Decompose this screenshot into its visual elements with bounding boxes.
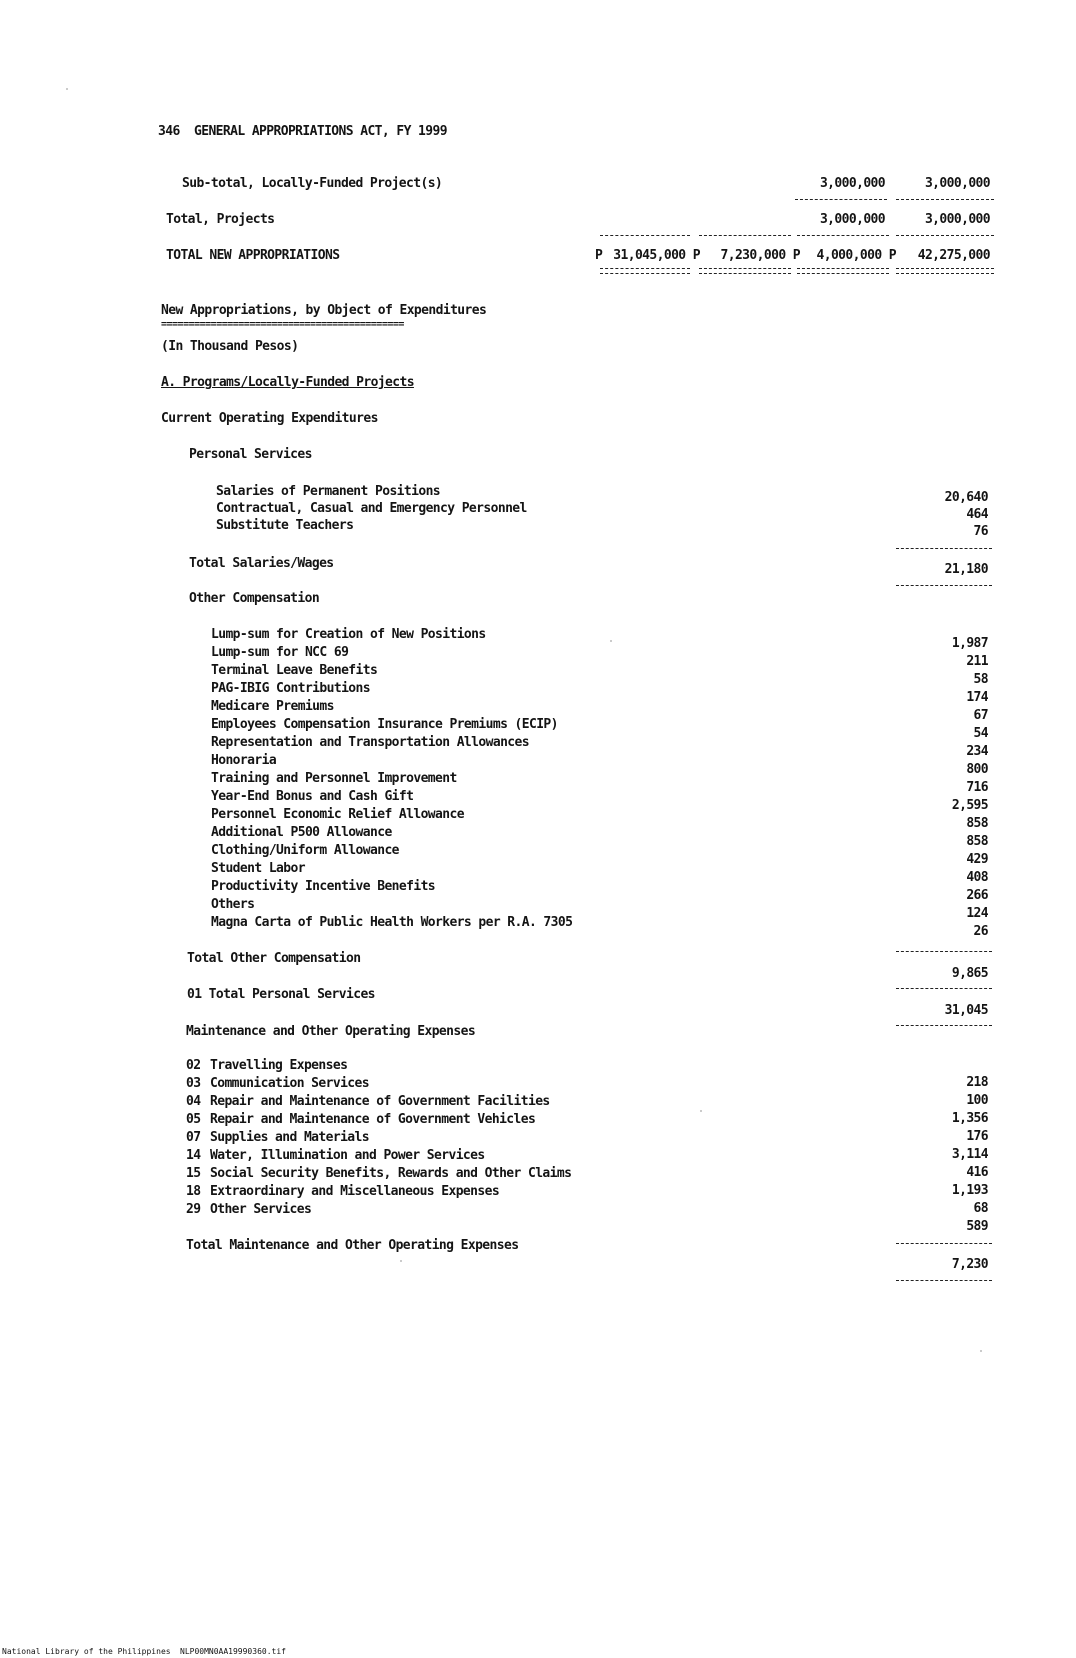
other-comp-item-value: 2,595 [951,798,988,813]
rule [795,199,887,200]
other-comp-item-value: 211 [966,654,988,669]
other-comp-item-label: Clothing/Uniform Allowance [211,843,399,858]
total-mooe-value: 7,230 [951,1257,988,1272]
total-new-mooe: 7,230,000 P [720,248,800,263]
salary-item-value: 76 [973,524,988,539]
rule [896,1025,992,1026]
other-comp-item-label: Year-End Bonus and Cash Gift [211,789,414,804]
total-new-label: TOTAL NEW APPROPRIATIONS [166,248,340,263]
footer-file-id: NLP00MN0AA19990360.tif [180,1647,286,1656]
subtotal-label: Sub-total, Locally-Funded Project(s) [182,176,443,191]
mooe-item-value: 176 [966,1129,988,1144]
personal-services-heading: Personal Services [189,447,312,462]
rule [896,585,992,586]
double-rule [699,268,791,274]
rule [896,1280,992,1281]
current-opex-heading: Current Operating Expenditures [161,411,378,426]
mooe-item-value: 3,114 [951,1147,988,1162]
mooe-item-code: 03 [186,1076,201,1091]
mooe-item-value: 100 [966,1093,988,1108]
double-rule [797,268,889,274]
section-heading-rule: ============================================ [161,319,404,330]
peso-sign: P [595,248,603,263]
rule [896,235,994,236]
scan-speck [700,1110,702,1112]
other-comp-heading: Other Compensation [189,591,320,606]
scan-speck [980,1350,982,1352]
mooe-item-code: 18 [186,1184,201,1199]
other-comp-item-label: Training and Personnel Improvement [211,771,457,786]
total-ps-label: 01 Total Personal Services [187,987,375,1002]
other-comp-item-label: Lump-sum for NCC 69 [211,645,349,660]
other-comp-item-value: 716 [966,780,988,795]
total-other-comp-value: 9,865 [951,966,988,981]
mooe-item-value: 218 [966,1075,988,1090]
total-projects-label: Total, Projects [166,212,275,227]
total-new-co: 4,000,000 P [816,248,896,263]
other-comp-item-value: 234 [966,744,988,759]
section-heading: New Appropriations, by Object of Expenditures [161,303,487,318]
rule [600,235,690,236]
page-number: 346 [158,124,180,139]
mooe-item-value: 589 [966,1219,988,1234]
mooe-item-value: 416 [966,1165,988,1180]
other-comp-item-value: 54 [973,726,988,741]
subtotal-total: 3,000,000 [924,176,990,191]
other-comp-item-value: 26 [973,924,988,939]
mooe-heading: Maintenance and Other Operating Expenses [186,1024,476,1039]
mooe-item-code: 29 [186,1202,201,1217]
mooe-item-label: Social Security Benefits, Rewards and Other Claims [210,1166,572,1181]
unit-label: (In Thousand Pesos) [161,339,299,354]
rule [896,199,994,200]
total-new-total: 42,275,000 [917,248,990,263]
mooe-item-code: 02 [186,1058,201,1073]
other-comp-item-label: Productivity Incentive Benefits [211,879,436,894]
mooe-item-value: 1,356 [951,1111,988,1126]
other-comp-item-value: 858 [966,816,988,831]
other-comp-item-label: PAG-IBIG Contributions [211,681,370,696]
total-projects-col3: 3,000,000 [819,212,885,227]
subtotal-col3: 3,000,000 [819,176,885,191]
other-comp-item-value: 58 [973,672,988,687]
mooe-item-code: 05 [186,1112,201,1127]
scan-speck [610,640,612,642]
double-rule [896,268,994,274]
other-comp-item-label: Magna Carta of Public Health Workers per R.A. 7305 [211,915,573,930]
other-comp-item-value: 266 [966,888,988,903]
mooe-item-label: Supplies and Materials [210,1130,369,1145]
salary-item-label: Contractual, Casual and Emergency Personnel [216,501,527,516]
rule [896,951,992,952]
mooe-item-code: 07 [186,1130,201,1145]
scan-speck [66,88,68,90]
other-comp-item-label: Lump-sum for Creation of New Positions [211,627,486,642]
total-ps-value: 31,045 [944,1003,988,1018]
mooe-item-label: Repair and Maintenance of Government Facilities [210,1094,550,1109]
rule [797,235,889,236]
rule [896,1243,992,1244]
mooe-item-code: 04 [186,1094,201,1109]
salary-item-value: 464 [966,507,988,522]
subheading: A. Programs/Locally-Funded Projects [161,375,414,390]
other-comp-item-label: Employees Compensation Insurance Premiums (ECIP) [211,717,558,732]
salary-item-label: Salaries of Permanent Positions [216,484,441,499]
scan-speck [400,1260,402,1262]
mooe-item-label: Communication Services [210,1076,369,1091]
mooe-item-label: Extraordinary and Miscellaneous Expenses [210,1184,500,1199]
total-other-comp-label: Total Other Compensation [187,951,361,966]
other-comp-item-value: 408 [966,870,988,885]
rule [896,548,992,549]
other-comp-item-label: Others [211,897,255,912]
mooe-item-value: 1,193 [951,1183,988,1198]
other-comp-item-label: Additional P500 Allowance [211,825,392,840]
rule [699,235,791,236]
other-comp-item-value: 174 [966,690,988,705]
mooe-item-label: Travelling Expenses [210,1058,348,1073]
page-title: GENERAL APPROPRIATIONS ACT, FY 1999 [194,124,447,139]
mooe-item-label: Other Services [210,1202,312,1217]
other-comp-item-label: Personnel Economic Relief Allowance [211,807,464,822]
total-mooe-label: Total Maintenance and Other Operating Expenses [186,1238,519,1253]
other-comp-item-label: Student Labor [211,861,305,876]
other-comp-item-label: Honoraria [211,753,277,768]
mooe-item-code: 15 [186,1166,201,1181]
other-comp-item-label: Medicare Premiums [211,699,334,714]
other-comp-item-label: Terminal Leave Benefits [211,663,378,678]
total-salaries-value: 21,180 [944,562,988,577]
other-comp-item-value: 67 [973,708,988,723]
mooe-item-code: 14 [186,1148,201,1163]
total-projects-total: 3,000,000 [924,212,990,227]
other-comp-item-value: 858 [966,834,988,849]
mooe-item-value: 68 [973,1201,988,1216]
rule [896,988,992,989]
double-rule [600,268,690,274]
other-comp-item-value: 429 [966,852,988,867]
total-salaries-label: Total Salaries/Wages [189,556,334,571]
salary-item-label: Substitute Teachers [216,518,354,533]
other-comp-item-value: 800 [966,762,988,777]
other-comp-item-value: 124 [966,906,988,921]
footer-library: National Library of the Philippines [2,1647,171,1656]
salary-item-value: 20,640 [944,490,988,505]
other-comp-item-label: Representation and Transportation Allowances [211,735,529,750]
mooe-item-label: Repair and Maintenance of Government Vehicles [210,1112,536,1127]
mooe-item-label: Water, Illumination and Power Services [210,1148,485,1163]
other-comp-item-value: 1,987 [951,636,988,651]
total-new-ps: 31,045,000 P [613,248,700,263]
